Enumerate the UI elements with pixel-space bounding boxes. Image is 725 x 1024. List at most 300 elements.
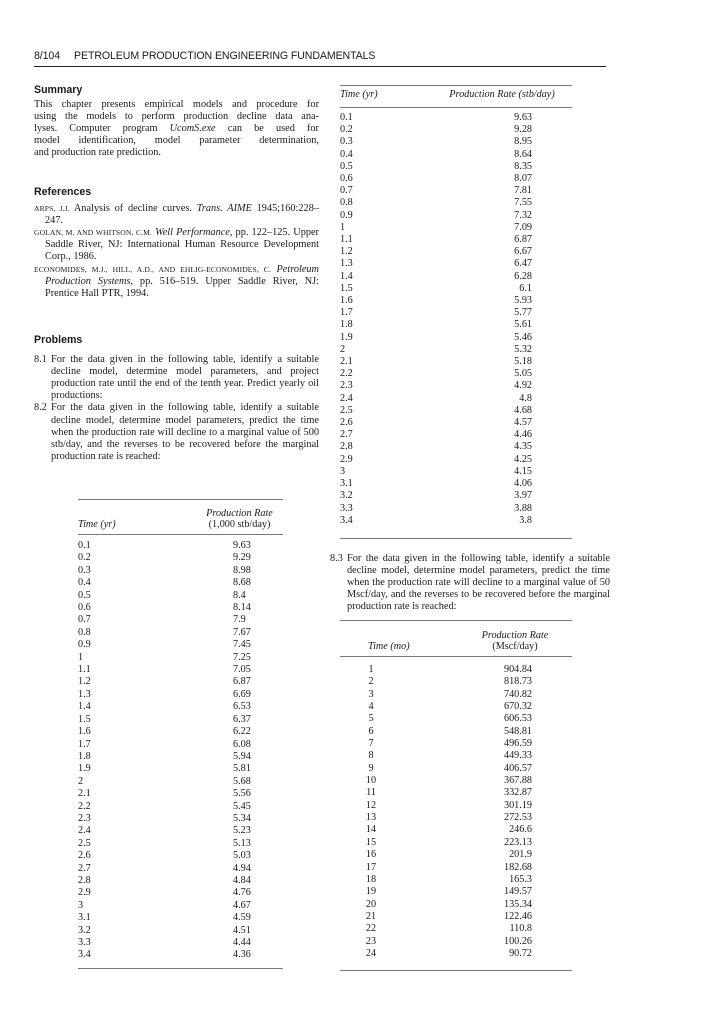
cell-rate: 6.87 — [514, 234, 532, 246]
reference-journal: Petroleum Production Systems — [45, 263, 319, 287]
cell-time: 17 — [365, 861, 377, 873]
table-row — [78, 552, 283, 564]
table-row — [340, 393, 572, 405]
cell-time: 1.3 — [78, 688, 91, 700]
cell-time: 0.9 — [340, 209, 353, 221]
table-row — [340, 763, 572, 775]
cell-rate: 7.9 — [233, 614, 246, 626]
cell-rate: 7.45 — [233, 639, 251, 651]
table-row — [78, 664, 283, 676]
cell-rate: 406.57 — [503, 762, 532, 774]
reference-item — [34, 227, 319, 263]
cell-rate: 740.82 — [503, 688, 532, 700]
reference-journal: Well Performance — [155, 227, 230, 239]
cell-rate: 7.81 — [514, 185, 532, 197]
cell-time: 3.2 — [340, 490, 353, 502]
table-row — [78, 912, 283, 924]
cell-time: 5 — [368, 713, 374, 725]
table-rule — [340, 538, 572, 539]
cell-time: 2.4 — [78, 825, 91, 837]
table-row — [340, 149, 572, 161]
cell-time: 3 — [368, 688, 374, 700]
col-header-time: Time (yr) — [78, 519, 116, 531]
cell-time: 1.6 — [78, 726, 91, 738]
table-row — [340, 283, 572, 295]
cell-rate: 182.68 — [503, 861, 532, 873]
cell-rate: 4.46 — [514, 429, 532, 441]
cell-time: 2 — [340, 343, 346, 355]
cell-time: 1.6 — [340, 295, 353, 307]
table-rule — [340, 620, 572, 621]
col-header-unit: (Mscf/day) — [492, 641, 538, 653]
cell-time: 1.5 — [78, 713, 91, 725]
cell-time: 7 — [368, 738, 374, 750]
table-8-1 — [78, 508, 283, 530]
table-rule — [340, 85, 572, 86]
cell-rate: 904.84 — [503, 664, 532, 675]
cell-time: 2.3 — [340, 380, 353, 392]
cell-time: 0.9 — [78, 639, 91, 651]
running-title: PETROLEUM PRODUCTION ENGINEERING FUNDAMENTALS — [74, 50, 376, 62]
table-row — [340, 701, 572, 713]
cell-rate: 8.14 — [233, 602, 251, 614]
cell-time: 20 — [365, 898, 377, 910]
cell-time: 0.5 — [340, 160, 353, 172]
cell-time: 4 — [368, 701, 374, 713]
table-row — [340, 197, 572, 209]
table-row — [340, 112, 572, 124]
cell-time: 3.3 — [340, 502, 353, 514]
cell-rate: 100.26 — [503, 935, 532, 947]
cell-time: 0.2 — [340, 124, 353, 136]
table-row — [78, 949, 283, 961]
cell-time: 6 — [368, 725, 374, 737]
cell-time: 2.2 — [78, 800, 91, 812]
table-row — [78, 776, 283, 788]
table-row — [340, 124, 572, 136]
table-row — [340, 713, 572, 725]
cell-rate: 6.47 — [514, 258, 532, 270]
cell-rate: 5.61 — [514, 319, 532, 331]
table-row — [78, 763, 283, 775]
cell-rate: 6.08 — [233, 738, 251, 750]
cell-rate: 5.32 — [514, 343, 532, 355]
table-row — [340, 161, 572, 173]
cell-time: 2.5 — [340, 404, 353, 416]
cell-time: 1.2 — [340, 246, 353, 258]
cell-rate: 4.15 — [514, 465, 532, 477]
cell-time: 11 — [366, 787, 376, 799]
table-row — [340, 222, 572, 234]
table-row — [340, 368, 572, 380]
table-row — [340, 923, 572, 935]
table-row — [340, 750, 572, 762]
table-row — [78, 565, 283, 577]
cell-time: 1.9 — [340, 331, 353, 343]
table-row — [340, 258, 572, 270]
table-row — [340, 948, 572, 960]
problem-8-1 — [34, 354, 319, 402]
cell-rate: 9.63 — [514, 112, 532, 123]
cell-rate: 4.59 — [233, 912, 251, 924]
cell-rate: 8.4 — [233, 589, 246, 601]
table-row — [78, 875, 283, 887]
problem-text: For the data given in the following table, identify a suitable decline model, determine model parameters, and project production rate until the end of the tenth year. Predict yearly oil productions: — [51, 354, 319, 402]
cell-rate: 5.68 — [233, 775, 251, 787]
reference-rest: 1945;160:228–247. — [45, 203, 319, 227]
cell-time: 0.7 — [78, 614, 91, 626]
table-row — [340, 356, 572, 368]
table-rule — [78, 968, 283, 969]
table-8-3-header — [340, 630, 572, 652]
col-header-time: Time (mo) — [368, 641, 410, 653]
table-row — [78, 739, 283, 751]
table-row — [340, 332, 572, 344]
cell-rate: 4.44 — [233, 937, 251, 948]
table-row — [78, 602, 283, 614]
cell-time: 2.1 — [78, 788, 91, 800]
cell-rate: 90.72 — [509, 947, 532, 959]
col-header-rate: Production Rate (stb/day) — [449, 89, 555, 100]
table-rule — [340, 107, 572, 108]
cell-rate: 223.13 — [503, 836, 532, 848]
table-row — [340, 899, 572, 911]
table-rule — [78, 534, 283, 535]
cell-rate: 5.93 — [514, 295, 532, 307]
summary-section — [34, 84, 319, 160]
cell-time: 2.8 — [78, 874, 91, 886]
cell-time: 2.6 — [78, 850, 91, 862]
table-row — [78, 788, 283, 800]
table-row — [340, 246, 572, 258]
table-8-3-body — [340, 664, 572, 960]
table-rule — [340, 970, 572, 971]
cell-rate: 7.32 — [514, 209, 532, 221]
cell-time: 0.7 — [340, 185, 353, 197]
cell-rate: 8.07 — [514, 173, 532, 185]
cell-time: 3.1 — [340, 478, 353, 490]
cell-time: 1.9 — [78, 763, 91, 775]
cell-time: 0.1 — [340, 112, 353, 123]
table-row — [78, 590, 283, 602]
cell-rate: 6.53 — [233, 701, 251, 713]
reference-item — [34, 203, 319, 227]
cell-rate: 6.1 — [519, 282, 532, 294]
table-rule — [340, 656, 572, 657]
cell-rate: 122.46 — [503, 910, 532, 922]
cell-time: 2.7 — [340, 429, 353, 441]
cell-time: 8 — [368, 750, 374, 762]
table-row — [340, 429, 572, 441]
cell-rate: 9.28 — [514, 124, 532, 136]
cell-rate: 606.53 — [503, 713, 532, 725]
cell-rate: 5.23 — [233, 825, 251, 837]
cell-rate: 4.68 — [514, 404, 532, 416]
cell-rate: 4.35 — [514, 441, 532, 453]
cell-rate: 5.13 — [233, 837, 251, 849]
table-row — [340, 478, 572, 490]
table-row — [78, 652, 283, 664]
table-row — [340, 380, 572, 392]
cell-time: 1.4 — [340, 270, 353, 282]
cell-time: 24 — [365, 947, 377, 959]
cell-time: 3 — [78, 899, 84, 911]
table-row — [340, 173, 572, 185]
cell-rate: 818.73 — [503, 676, 532, 688]
table-row — [340, 503, 572, 515]
cell-rate: 246.6 — [509, 824, 532, 836]
cell-rate: 6.28 — [514, 270, 532, 282]
cell-time: 0.3 — [340, 136, 353, 148]
cell-rate: 201.9 — [509, 849, 532, 861]
cell-rate: 3.97 — [514, 490, 532, 502]
cell-time: 10 — [365, 775, 377, 787]
cell-rate: 5.03 — [233, 850, 251, 862]
cell-time: 2.9 — [340, 453, 353, 465]
cell-time: 1 — [78, 651, 84, 663]
reference-text: Analysis of decline curves. — [69, 203, 197, 215]
cell-rate: 367.88 — [503, 775, 532, 787]
table-row — [78, 887, 283, 899]
cell-rate: 332.87 — [503, 787, 532, 799]
cell-time: 1 — [340, 221, 346, 233]
cell-time: 3 — [340, 465, 346, 477]
table-row — [340, 738, 572, 750]
col-header-rate: Production Rate — [206, 508, 273, 519]
cell-time: 1.8 — [340, 319, 353, 331]
cell-time: 2.5 — [78, 837, 91, 849]
table-row — [340, 874, 572, 886]
cell-rate: 301.19 — [503, 799, 532, 811]
problem-8-3-container — [330, 553, 610, 613]
cell-time: 3.1 — [78, 912, 91, 924]
cell-rate: 8.35 — [514, 160, 532, 172]
table-row — [340, 515, 572, 527]
summary-line: This chapter presents empirical models and procedure for — [34, 99, 319, 111]
cell-rate: 4.51 — [233, 924, 251, 936]
cell-time: 3.3 — [78, 937, 91, 948]
table-row — [340, 886, 572, 898]
cell-rate: 110.8 — [509, 923, 532, 935]
cell-time: 1.7 — [78, 738, 91, 750]
table-row — [78, 751, 283, 763]
reference-item — [34, 264, 319, 300]
cell-rate: 7.05 — [233, 664, 251, 676]
table-row — [78, 801, 283, 813]
table-row — [340, 417, 572, 429]
table-row — [340, 405, 572, 417]
cell-time: 16 — [365, 849, 377, 861]
col-header-rate: Production Rate — [481, 630, 549, 641]
table-row — [340, 319, 572, 331]
reference-journal: Trans. AIME — [196, 203, 252, 215]
cell-rate: 6.69 — [233, 688, 251, 700]
cell-time: 1.8 — [78, 750, 91, 762]
problem-text: For the data given in the following table, identify a suitable decline model, determine model parameters, predict the time when the production rate will decline to a marginal value of 50 Mscf/day, and the reverses to be recovered before the marginal production rate is reached: — [347, 553, 610, 613]
cell-time: 1.1 — [340, 234, 353, 246]
table-row — [340, 234, 572, 246]
cell-rate: 7.25 — [233, 651, 251, 663]
table-row — [78, 676, 283, 688]
table-row — [340, 936, 572, 948]
cell-rate: 5.81 — [233, 763, 251, 775]
cell-rate: 5.77 — [514, 307, 532, 319]
reference-author: ARPS, J.J. — [34, 204, 70, 214]
cell-time: 2.4 — [340, 392, 353, 404]
cell-rate: 3.88 — [514, 502, 532, 514]
table-row — [340, 911, 572, 923]
cell-time: 3.2 — [78, 924, 91, 936]
cell-rate: 4.76 — [233, 887, 251, 899]
cell-time: 2.9 — [78, 887, 91, 899]
cell-rate: 6.22 — [233, 726, 251, 738]
problem-number: 8.3 — [330, 553, 343, 564]
cell-rate: 4.84 — [233, 874, 251, 886]
table-row — [340, 441, 572, 453]
table-row — [78, 540, 283, 552]
table-row — [78, 701, 283, 713]
cell-rate: 670.32 — [503, 701, 532, 713]
cell-rate: 7.67 — [233, 626, 251, 638]
col-header-unit: (1,000 stb/day) — [208, 519, 271, 531]
table-row — [340, 787, 572, 799]
table-row — [340, 824, 572, 836]
cell-rate: 5.94 — [233, 750, 251, 762]
cell-time: 2.2 — [340, 368, 353, 380]
cell-rate: 5.46 — [514, 331, 532, 343]
cell-rate: 6.37 — [233, 713, 251, 725]
cell-time: 0.6 — [340, 173, 353, 185]
cell-rate: 4.36 — [233, 949, 251, 961]
references-heading: References — [34, 186, 92, 198]
cell-rate: 5.34 — [233, 812, 251, 824]
table-row — [78, 937, 283, 949]
summary-line: and production rate prediction. — [34, 147, 161, 159]
cell-time: 1.1 — [78, 664, 91, 676]
table-row — [340, 210, 572, 222]
table-row — [340, 271, 572, 283]
cell-time: 3.4 — [340, 514, 353, 526]
table-row — [340, 344, 572, 356]
table-row — [78, 726, 283, 738]
cell-rate: 149.57 — [503, 886, 532, 898]
table-row — [78, 714, 283, 726]
cell-rate: 135.34 — [503, 898, 532, 910]
cell-rate: 8.68 — [233, 577, 251, 589]
table-row — [340, 185, 572, 197]
table-row — [340, 454, 572, 466]
cell-time: 1.2 — [78, 676, 91, 688]
problem-8-3 — [330, 553, 610, 613]
cell-rate: 272.53 — [503, 812, 532, 824]
table-row — [78, 900, 283, 912]
cell-rate: 4.94 — [233, 862, 251, 874]
table-8-2-header — [340, 89, 572, 100]
problems-section — [34, 334, 319, 463]
cell-time: 0.8 — [340, 197, 353, 209]
summary-line: lyses. Computer program UcomS.exe can be used for — [34, 123, 319, 135]
table-row — [340, 837, 572, 849]
cell-time: 0.2 — [78, 552, 91, 564]
cell-time: 1.7 — [340, 307, 353, 319]
cell-time: 2 — [368, 676, 374, 688]
cell-time: 1.4 — [78, 701, 91, 713]
summary-heading: Summary — [34, 84, 83, 96]
table-row — [340, 676, 572, 688]
table-row — [340, 307, 572, 319]
cell-rate: 4.06 — [514, 478, 532, 490]
problem-8-2 — [34, 402, 319, 462]
cell-rate: 449.33 — [503, 750, 532, 762]
reference-rest: , pp. 122–125. Upper Saddle River, NJ: International Human Resource Development Corp., 1986. — [45, 227, 319, 263]
cell-time: 1.5 — [340, 282, 353, 294]
cell-time: 2.7 — [78, 862, 91, 874]
table-row — [78, 614, 283, 626]
table-row — [340, 664, 572, 676]
table-row — [340, 775, 572, 787]
cell-rate: 9.63 — [233, 540, 251, 551]
table-row — [340, 812, 572, 824]
problems-heading: Problems — [34, 334, 83, 346]
cell-rate: 5.45 — [233, 800, 251, 812]
cell-time: 0.4 — [78, 577, 91, 589]
table-row — [340, 295, 572, 307]
cell-time: 0.1 — [78, 540, 91, 551]
cell-rate: 4.67 — [233, 899, 251, 911]
cell-rate: 3.8 — [519, 514, 532, 526]
cell-rate: 8.98 — [233, 564, 251, 576]
cell-rate: 496.59 — [503, 738, 532, 750]
table-row — [78, 689, 283, 701]
problem-text: For the data given in the following table, identify a suitable decline model, determine model parameters, predict the time when the production rate will decline to a marginal value of 500 stb/day, and the reverses to be recovered before the marginal production rate is reached: — [51, 402, 319, 462]
cell-rate: 4.8 — [519, 392, 532, 404]
table-row — [340, 689, 572, 701]
table-row — [78, 850, 283, 862]
cell-time: 1 — [368, 664, 374, 675]
cell-rate: 5.05 — [514, 368, 532, 380]
table-row — [78, 627, 283, 639]
cell-time: 2 — [78, 775, 84, 787]
problem-number: 8.2 — [34, 402, 47, 414]
cell-time: 2.6 — [340, 417, 353, 429]
cell-rate: 4.25 — [514, 453, 532, 465]
reference-rest: , pp. 516–519. Upper Saddle River, NJ: Prentice Hall PTR, 1994. — [45, 275, 319, 299]
cell-rate: 8.64 — [514, 148, 532, 160]
table-row — [78, 925, 283, 937]
cell-rate: 4.57 — [514, 417, 532, 429]
cell-rate: 6.67 — [514, 246, 532, 258]
page-number: 8/104 — [34, 50, 61, 62]
table-row — [340, 862, 572, 874]
cell-time: 19 — [365, 886, 377, 898]
table-8-1-body — [78, 540, 283, 962]
table-rule — [78, 499, 283, 500]
table-row — [340, 490, 572, 502]
cell-rate: 5.56 — [233, 788, 251, 800]
references-section — [34, 186, 319, 300]
table-row — [78, 825, 283, 837]
reference-author: GOLAN, M. AND WHITSON, C.M. — [34, 228, 152, 238]
cell-time: 18 — [365, 873, 377, 885]
table-row — [340, 849, 572, 861]
cell-time: 2.3 — [78, 812, 91, 824]
col-header-time: Time (yr) — [340, 89, 378, 100]
cell-rate: 7.55 — [514, 197, 532, 209]
running-header — [34, 50, 606, 67]
cell-time: 1.3 — [340, 258, 353, 270]
reference-author: ECONOMIDES, M.J., HILL, A.D., AND EHLIG-ECONOMIDES, C. — [34, 264, 271, 274]
cell-rate: 4.92 — [514, 380, 532, 392]
